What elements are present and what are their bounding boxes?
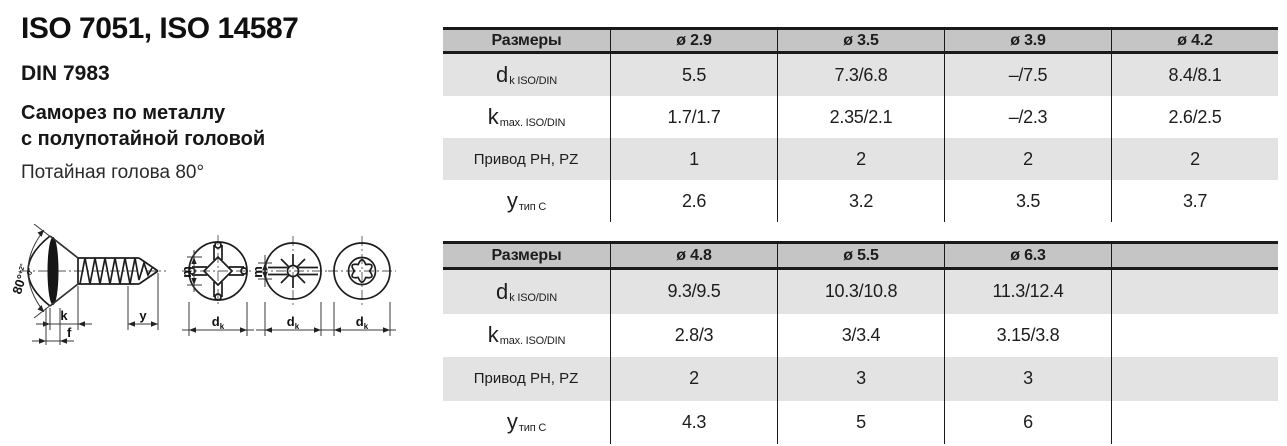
- din-standard: DIN 7983: [21, 62, 110, 85]
- cell: 1.7/1.7: [610, 96, 777, 138]
- cell: 3.15/3.8: [944, 314, 1111, 358]
- cell: 1: [610, 138, 777, 180]
- col-header: Размеры: [443, 27, 610, 54]
- row-label: k max. ISO/DIN: [487, 104, 566, 129]
- dimension-table-1: [443, 27, 1278, 222]
- cell: [1111, 314, 1278, 358]
- pozidriv-recess-icon: [268, 254, 318, 288]
- row-label: d k ISO/DIN: [443, 54, 610, 96]
- cell: 11.3/12.4: [944, 270, 1111, 314]
- svg-text:dk: $d_k$: [355, 314, 369, 331]
- row-label: d k ISO/DIN: [443, 270, 610, 314]
- svg-text:y: y: [139, 308, 147, 323]
- col-header: ø 3.5: [777, 27, 944, 54]
- cell: 2.6: [610, 180, 777, 222]
- row-label: Привод PH, PZ: [443, 357, 610, 401]
- cell: 5: [777, 401, 944, 445]
- dk-dimension-ph: [182, 302, 254, 336]
- col-header: ø 6.3: [944, 241, 1111, 270]
- svg-text:dk: $d_k$: [211, 314, 225, 331]
- cell: 7.3/6.8: [777, 54, 944, 96]
- cell: 6: [944, 401, 1111, 445]
- col-header: [1111, 241, 1278, 270]
- cell: [1111, 357, 1278, 401]
- col-header: Размеры: [443, 241, 610, 270]
- cell: 3.2: [777, 180, 944, 222]
- cell: 2: [610, 357, 777, 401]
- cell: 9.3/9.5: [610, 270, 777, 314]
- k-dimension: [36, 286, 92, 330]
- dimension-table-2: [443, 241, 1278, 444]
- cell: 3.7: [1111, 180, 1278, 222]
- row-label: y тип C: [506, 409, 547, 435]
- m-dimension-pz: [250, 255, 272, 287]
- cell: 2: [1111, 138, 1278, 180]
- phillips-head-view: [179, 235, 254, 336]
- torx-head-view: [326, 236, 396, 336]
- svg-text:m: m: [250, 266, 265, 278]
- svg-text:f: f: [67, 325, 72, 340]
- pozidriv-head-view: [250, 236, 330, 336]
- svg-text:80°+2°-0°: 80°$^{+2^\circ}$-0°: [9, 262, 36, 296]
- cell: –/2.3: [944, 96, 1111, 138]
- cell: 3.5: [944, 180, 1111, 222]
- col-header: ø 3.9: [944, 27, 1111, 54]
- cell: 2: [777, 138, 944, 180]
- dk-dimension-torx: [326, 302, 396, 336]
- cell: 2.8/3: [610, 314, 777, 358]
- col-header: ø 2.9: [610, 27, 777, 54]
- m-dimension-ph: [179, 250, 202, 292]
- product-name-line2: с полупотайной головой: [21, 128, 266, 150]
- page-title: ISO 7051, ISO 14587: [21, 12, 299, 45]
- cell: 2: [944, 138, 1111, 180]
- cell: –/7.5: [944, 54, 1111, 96]
- svg-text:m: m: [179, 266, 194, 278]
- col-header: ø 4.2: [1111, 27, 1278, 54]
- row-label: y тип C: [506, 188, 547, 213]
- screw-side-view: [9, 224, 166, 345]
- product-name: [21, 100, 265, 152]
- product-name-line1: Саморез по металлу: [21, 102, 226, 124]
- cell: 4.3: [610, 401, 777, 445]
- col-header: ø 4.8: [610, 241, 777, 270]
- f-dimension: [32, 308, 74, 345]
- cell: 2.35/2.1: [777, 96, 944, 138]
- cell: [1111, 270, 1278, 314]
- cell: 8.4/8.1: [1111, 54, 1278, 96]
- col-header: ø 5.5: [777, 241, 944, 270]
- screw-technical-drawing: [6, 224, 398, 364]
- dk-dimension-pz: [256, 302, 330, 336]
- cell: 5.5: [610, 54, 777, 96]
- cell: 3: [777, 357, 944, 401]
- row-label: k max. ISO/DIN: [487, 322, 566, 348]
- svg-text:k: k: [60, 308, 68, 323]
- cell: 3: [944, 357, 1111, 401]
- cell: 2.6/2.5: [1111, 96, 1278, 138]
- row-label: Привод PH, PZ: [443, 138, 610, 180]
- svg-text:dk: $d_k$: [286, 314, 300, 331]
- head-note: Потайная голова 80°: [21, 162, 205, 183]
- cell: 10.3/10.8: [777, 270, 944, 314]
- cell: [1111, 401, 1278, 445]
- recess-section: [48, 237, 59, 305]
- cell: 3/3.4: [777, 314, 944, 358]
